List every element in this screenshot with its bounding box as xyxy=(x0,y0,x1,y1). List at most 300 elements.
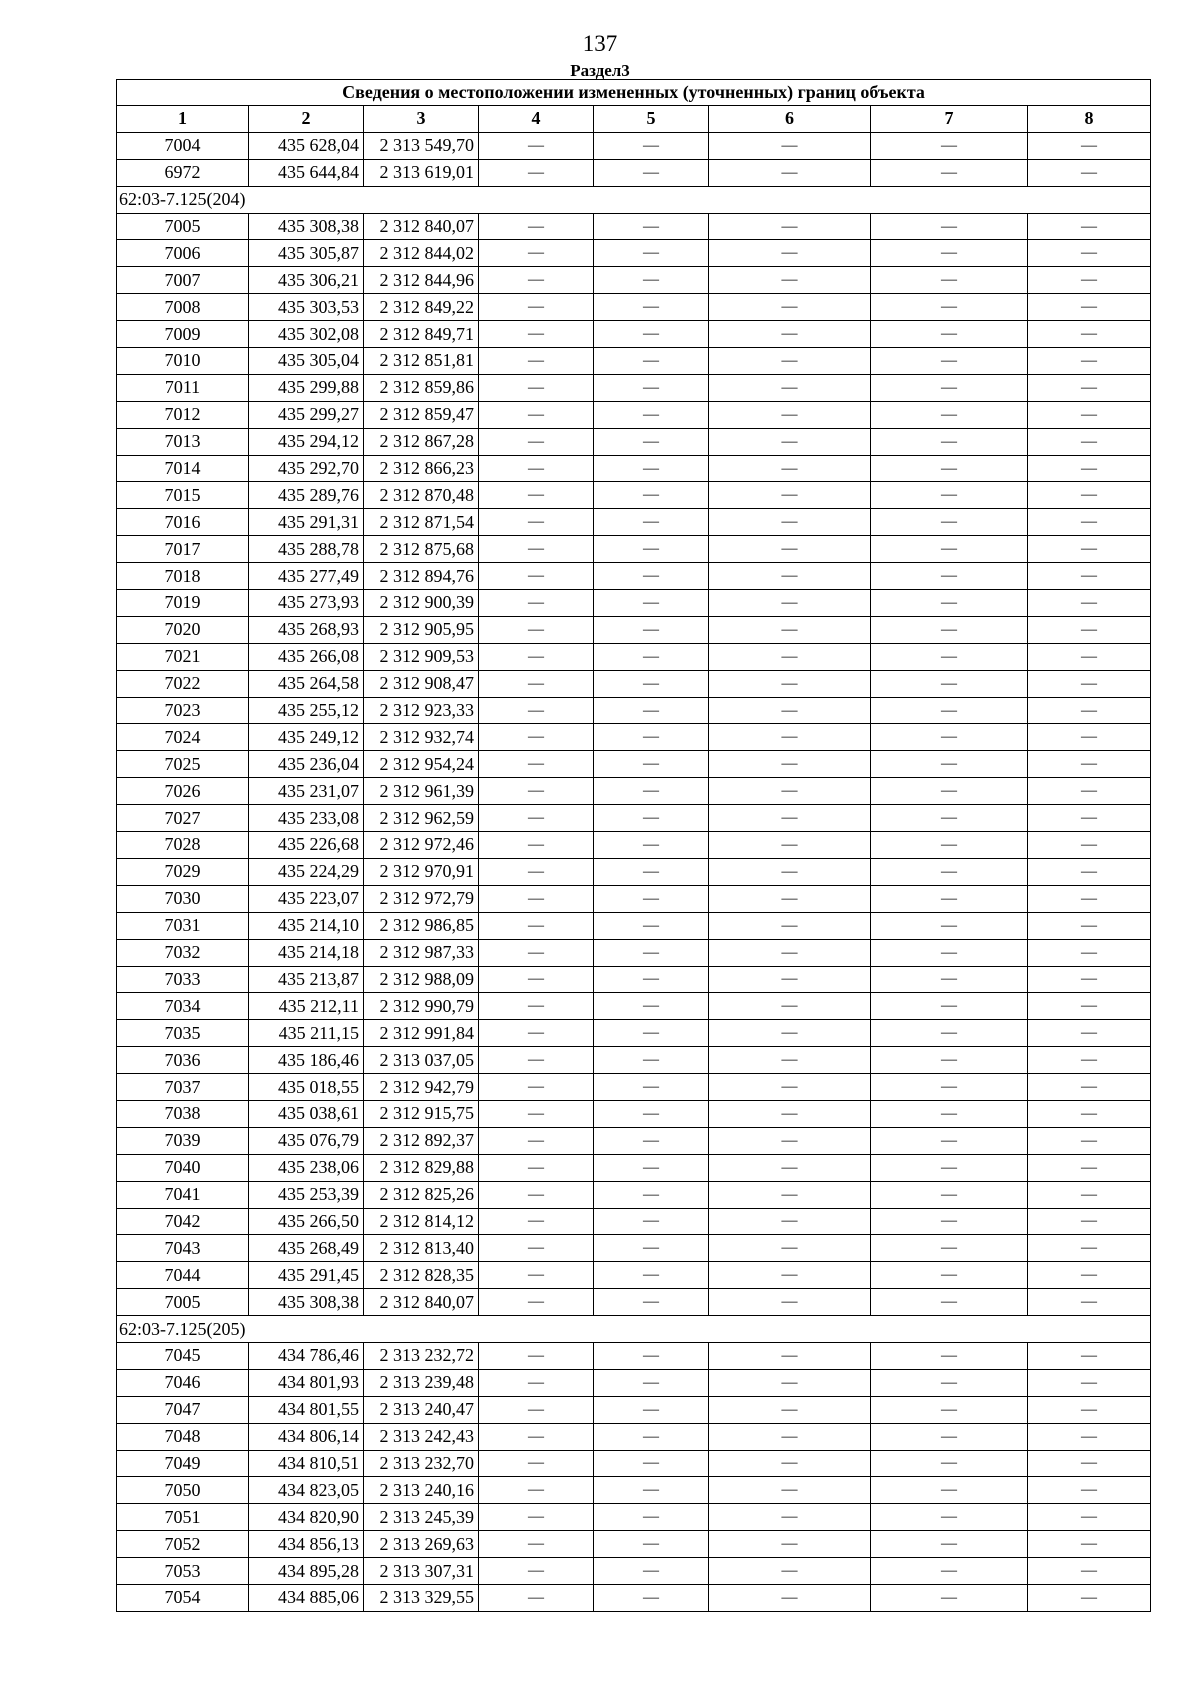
empty-cell: — xyxy=(871,778,1028,805)
point-number-cell: 7038 xyxy=(117,1100,249,1127)
empty-cell: — xyxy=(871,670,1028,697)
empty-cell: — xyxy=(871,1531,1028,1558)
x-coordinate-cell: 435 224,29 xyxy=(249,858,364,885)
empty-cell: — xyxy=(594,939,709,966)
empty-cell: — xyxy=(871,267,1028,294)
empty-cell: — xyxy=(1028,1584,1151,1611)
empty-cell: — xyxy=(871,885,1028,912)
y-coordinate-cell: 2 312 844,96 xyxy=(364,267,479,294)
empty-cell: — xyxy=(479,1584,594,1611)
x-coordinate-cell: 435 306,21 xyxy=(249,267,364,294)
x-coordinate-cell: 435 289,76 xyxy=(249,482,364,509)
table-row xyxy=(117,321,1151,348)
empty-cell: — xyxy=(594,240,709,267)
empty-cell: — xyxy=(871,1020,1028,1047)
empty-cell: — xyxy=(594,1208,709,1235)
x-coordinate-cell: 435 211,15 xyxy=(249,1020,364,1047)
empty-cell: — xyxy=(709,1450,871,1477)
empty-cell: — xyxy=(709,348,871,375)
empty-cell: — xyxy=(479,1020,594,1047)
table-row xyxy=(117,616,1151,643)
empty-cell: — xyxy=(871,159,1028,186)
empty-cell: — xyxy=(709,1584,871,1611)
empty-cell: — xyxy=(871,401,1028,428)
y-coordinate-cell: 2 312 892,37 xyxy=(364,1127,479,1154)
empty-cell: — xyxy=(479,132,594,159)
y-coordinate-cell: 2 312 990,79 xyxy=(364,993,479,1020)
y-coordinate-cell: 2 313 329,55 xyxy=(364,1584,479,1611)
empty-cell: — xyxy=(1028,590,1151,617)
y-coordinate-cell: 2 312 987,33 xyxy=(364,939,479,966)
table-row xyxy=(117,1423,1151,1450)
point-number-cell: 7021 xyxy=(117,643,249,670)
empty-cell: — xyxy=(709,1262,871,1289)
empty-cell: — xyxy=(871,321,1028,348)
table-body xyxy=(117,132,1151,1611)
empty-cell: — xyxy=(479,1450,594,1477)
empty-cell: — xyxy=(594,563,709,590)
empty-cell: — xyxy=(1028,321,1151,348)
empty-cell: — xyxy=(479,670,594,697)
empty-cell: — xyxy=(709,482,871,509)
empty-cell: — xyxy=(871,1450,1028,1477)
empty-cell: — xyxy=(1028,374,1151,401)
empty-cell: — xyxy=(709,724,871,751)
empty-cell: — xyxy=(479,724,594,751)
table-row xyxy=(117,1289,1151,1316)
x-coordinate-cell: 435 291,31 xyxy=(249,509,364,536)
point-number-cell: 7035 xyxy=(117,1020,249,1047)
table-row xyxy=(117,1477,1151,1504)
empty-cell: — xyxy=(709,993,871,1020)
table-caption: Сведения о местоположении измененных (уточненных) границ объекта xyxy=(117,80,1151,106)
x-coordinate-cell: 434 885,06 xyxy=(249,1584,364,1611)
y-coordinate-cell: 2 312 972,79 xyxy=(364,885,479,912)
empty-cell: — xyxy=(709,778,871,805)
x-coordinate-cell: 434 801,55 xyxy=(249,1396,364,1423)
empty-cell: — xyxy=(709,1047,871,1074)
y-coordinate-cell: 2 313 232,70 xyxy=(364,1450,479,1477)
empty-cell: — xyxy=(479,966,594,993)
point-number-cell: 7041 xyxy=(117,1181,249,1208)
y-coordinate-cell: 2 312 825,26 xyxy=(364,1181,479,1208)
point-number-cell: 7011 xyxy=(117,374,249,401)
table-row xyxy=(117,348,1151,375)
empty-cell: — xyxy=(709,509,871,536)
x-coordinate-cell: 434 823,05 xyxy=(249,1477,364,1504)
y-coordinate-cell: 2 313 240,16 xyxy=(364,1477,479,1504)
empty-cell: — xyxy=(479,1047,594,1074)
point-number-cell: 7027 xyxy=(117,805,249,832)
empty-cell: — xyxy=(871,1154,1028,1181)
empty-cell: — xyxy=(871,482,1028,509)
y-coordinate-cell: 2 312 954,24 xyxy=(364,751,479,778)
x-coordinate-cell: 435 644,84 xyxy=(249,159,364,186)
empty-cell: — xyxy=(479,348,594,375)
point-number-cell: 7052 xyxy=(117,1531,249,1558)
empty-cell: — xyxy=(709,455,871,482)
table-row xyxy=(117,858,1151,885)
point-number-cell: 7015 xyxy=(117,482,249,509)
empty-cell: — xyxy=(594,294,709,321)
x-coordinate-cell: 435 255,12 xyxy=(249,697,364,724)
y-coordinate-cell: 2 312 840,07 xyxy=(364,1289,479,1316)
x-coordinate-cell: 435 277,49 xyxy=(249,563,364,590)
empty-cell: — xyxy=(871,1369,1028,1396)
empty-cell: — xyxy=(1028,1020,1151,1047)
y-coordinate-cell: 2 313 240,47 xyxy=(364,1396,479,1423)
empty-cell: — xyxy=(1028,616,1151,643)
x-coordinate-cell: 435 266,50 xyxy=(249,1208,364,1235)
empty-cell: — xyxy=(479,1235,594,1262)
empty-cell: — xyxy=(479,778,594,805)
empty-cell: — xyxy=(594,1262,709,1289)
empty-cell: — xyxy=(1028,294,1151,321)
column-header: 7 xyxy=(871,106,1028,133)
table-row xyxy=(117,482,1151,509)
empty-cell: — xyxy=(479,159,594,186)
empty-cell: — xyxy=(594,213,709,240)
y-coordinate-cell: 2 312 961,39 xyxy=(364,778,479,805)
empty-cell: — xyxy=(594,643,709,670)
table-row xyxy=(117,1020,1151,1047)
point-number-cell: 7042 xyxy=(117,1208,249,1235)
point-number-cell: 7004 xyxy=(117,132,249,159)
empty-cell: — xyxy=(479,374,594,401)
point-number-cell: 7048 xyxy=(117,1423,249,1450)
point-number-cell: 7045 xyxy=(117,1342,249,1369)
x-coordinate-cell: 435 238,06 xyxy=(249,1154,364,1181)
empty-cell: — xyxy=(479,1100,594,1127)
x-coordinate-cell: 435 305,04 xyxy=(249,348,364,375)
empty-cell: — xyxy=(594,132,709,159)
empty-cell: — xyxy=(709,1100,871,1127)
empty-cell: — xyxy=(871,1396,1028,1423)
column-header: 5 xyxy=(594,106,709,133)
point-number-cell: 7009 xyxy=(117,321,249,348)
empty-cell: — xyxy=(479,643,594,670)
empty-cell: — xyxy=(1028,832,1151,859)
x-coordinate-cell: 435 299,27 xyxy=(249,401,364,428)
x-coordinate-cell: 435 273,93 xyxy=(249,590,364,617)
empty-cell: — xyxy=(709,428,871,455)
empty-cell: — xyxy=(479,885,594,912)
empty-cell: — xyxy=(479,1396,594,1423)
x-coordinate-cell: 434 786,46 xyxy=(249,1342,364,1369)
empty-cell: — xyxy=(1028,1127,1151,1154)
empty-cell: — xyxy=(871,751,1028,778)
empty-cell: — xyxy=(709,1154,871,1181)
x-coordinate-cell: 435 226,68 xyxy=(249,832,364,859)
empty-cell: — xyxy=(871,1342,1028,1369)
x-coordinate-cell: 435 212,11 xyxy=(249,993,364,1020)
empty-cell: — xyxy=(479,1262,594,1289)
empty-cell: — xyxy=(871,455,1028,482)
empty-cell: — xyxy=(709,536,871,563)
table-row xyxy=(117,132,1151,159)
empty-cell: — xyxy=(709,294,871,321)
empty-cell: — xyxy=(1028,966,1151,993)
table-row xyxy=(117,832,1151,859)
empty-cell: — xyxy=(871,1100,1028,1127)
y-coordinate-cell: 2 312 859,47 xyxy=(364,401,479,428)
empty-cell: — xyxy=(871,1047,1028,1074)
empty-cell: — xyxy=(871,348,1028,375)
y-coordinate-cell: 2 312 988,09 xyxy=(364,966,479,993)
empty-cell: — xyxy=(479,1531,594,1558)
point-number-cell: 7007 xyxy=(117,267,249,294)
empty-cell: — xyxy=(479,240,594,267)
y-coordinate-cell: 2 312 851,81 xyxy=(364,348,479,375)
table-row xyxy=(117,1531,1151,1558)
point-number-cell: 7005 xyxy=(117,213,249,240)
empty-cell: — xyxy=(709,213,871,240)
empty-cell: — xyxy=(594,1531,709,1558)
empty-cell: — xyxy=(1028,885,1151,912)
empty-cell: — xyxy=(1028,1235,1151,1262)
y-coordinate-cell: 2 313 242,43 xyxy=(364,1423,479,1450)
empty-cell: — xyxy=(871,1208,1028,1235)
empty-cell: — xyxy=(479,321,594,348)
y-coordinate-cell: 2 312 970,91 xyxy=(364,858,479,885)
empty-cell: — xyxy=(479,1342,594,1369)
y-coordinate-cell: 2 313 037,05 xyxy=(364,1047,479,1074)
empty-cell: — xyxy=(594,885,709,912)
table-row xyxy=(117,213,1151,240)
point-number-cell: 7046 xyxy=(117,1369,249,1396)
empty-cell: — xyxy=(1028,1531,1151,1558)
empty-cell: — xyxy=(1028,536,1151,563)
y-coordinate-cell: 2 312 900,39 xyxy=(364,590,479,617)
x-coordinate-cell: 434 820,90 xyxy=(249,1504,364,1531)
empty-cell: — xyxy=(594,1127,709,1154)
point-number-cell: 7043 xyxy=(117,1235,249,1262)
x-coordinate-cell: 435 231,07 xyxy=(249,778,364,805)
table-row xyxy=(117,1369,1151,1396)
empty-cell: — xyxy=(709,643,871,670)
point-number-cell: 7012 xyxy=(117,401,249,428)
table-row xyxy=(117,1235,1151,1262)
empty-cell: — xyxy=(594,1235,709,1262)
empty-cell: — xyxy=(871,563,1028,590)
empty-cell: — xyxy=(1028,563,1151,590)
empty-cell: — xyxy=(1028,1289,1151,1316)
table-row xyxy=(117,509,1151,536)
empty-cell: — xyxy=(709,805,871,832)
empty-cell: — xyxy=(479,536,594,563)
empty-cell: — xyxy=(594,1477,709,1504)
empty-cell: — xyxy=(479,401,594,428)
empty-cell: — xyxy=(1028,912,1151,939)
empty-cell: — xyxy=(1028,697,1151,724)
empty-cell: — xyxy=(594,159,709,186)
empty-cell: — xyxy=(479,482,594,509)
empty-cell: — xyxy=(479,1558,594,1585)
point-number-cell: 7010 xyxy=(117,348,249,375)
point-number-cell: 7049 xyxy=(117,1450,249,1477)
table-row xyxy=(117,240,1151,267)
point-number-cell: 7047 xyxy=(117,1396,249,1423)
table-row xyxy=(117,401,1151,428)
empty-cell: — xyxy=(709,321,871,348)
x-coordinate-cell: 435 628,04 xyxy=(249,132,364,159)
table-row xyxy=(117,966,1151,993)
table-row xyxy=(117,1047,1151,1074)
x-coordinate-cell: 435 213,87 xyxy=(249,966,364,993)
x-coordinate-cell: 435 264,58 xyxy=(249,670,364,697)
x-coordinate-cell: 435 266,08 xyxy=(249,643,364,670)
empty-cell: — xyxy=(709,1208,871,1235)
y-coordinate-cell: 2 312 814,12 xyxy=(364,1208,479,1235)
empty-cell: — xyxy=(1028,240,1151,267)
empty-cell: — xyxy=(871,590,1028,617)
empty-cell: — xyxy=(479,1289,594,1316)
x-coordinate-cell: 435 308,38 xyxy=(249,213,364,240)
x-coordinate-cell: 435 038,61 xyxy=(249,1100,364,1127)
empty-cell: — xyxy=(479,1154,594,1181)
table-row xyxy=(117,563,1151,590)
empty-cell: — xyxy=(709,1558,871,1585)
empty-cell: — xyxy=(1028,1369,1151,1396)
table-row xyxy=(117,805,1151,832)
empty-cell: — xyxy=(871,509,1028,536)
empty-cell: — xyxy=(594,966,709,993)
table-row xyxy=(117,643,1151,670)
empty-cell: — xyxy=(871,616,1028,643)
y-coordinate-cell: 2 312 875,68 xyxy=(364,536,479,563)
empty-cell: — xyxy=(1028,1100,1151,1127)
y-coordinate-cell: 2 312 813,40 xyxy=(364,1235,479,1262)
y-coordinate-cell: 2 313 307,31 xyxy=(364,1558,479,1585)
empty-cell: — xyxy=(709,1342,871,1369)
table-row xyxy=(117,590,1151,617)
empty-cell: — xyxy=(1028,482,1151,509)
empty-cell: — xyxy=(709,966,871,993)
empty-cell: — xyxy=(1028,724,1151,751)
empty-cell: — xyxy=(479,832,594,859)
x-coordinate-cell: 435 233,08 xyxy=(249,805,364,832)
empty-cell: — xyxy=(709,939,871,966)
empty-cell: — xyxy=(1028,1504,1151,1531)
empty-cell: — xyxy=(594,401,709,428)
empty-cell: — xyxy=(709,1369,871,1396)
table-row xyxy=(117,912,1151,939)
table-row xyxy=(117,1450,1151,1477)
x-coordinate-cell: 435 076,79 xyxy=(249,1127,364,1154)
empty-cell: — xyxy=(1028,805,1151,832)
point-number-cell: 7033 xyxy=(117,966,249,993)
empty-cell: — xyxy=(871,1235,1028,1262)
x-coordinate-cell: 434 810,51 xyxy=(249,1450,364,1477)
table-row xyxy=(117,1127,1151,1154)
empty-cell: — xyxy=(1028,267,1151,294)
empty-cell: — xyxy=(594,590,709,617)
empty-cell: — xyxy=(1028,1342,1151,1369)
y-coordinate-cell: 2 312 986,85 xyxy=(364,912,479,939)
empty-cell: — xyxy=(709,1289,871,1316)
column-header: 3 xyxy=(364,106,479,133)
empty-cell: — xyxy=(594,536,709,563)
point-number-cell: 7023 xyxy=(117,697,249,724)
y-coordinate-cell: 2 312 828,35 xyxy=(364,1262,479,1289)
empty-cell: — xyxy=(594,374,709,401)
empty-cell: — xyxy=(709,159,871,186)
y-coordinate-cell: 2 312 894,76 xyxy=(364,563,479,590)
empty-cell: — xyxy=(871,1558,1028,1585)
x-coordinate-cell: 435 302,08 xyxy=(249,321,364,348)
table-row xyxy=(117,374,1151,401)
point-number-cell: 7028 xyxy=(117,832,249,859)
x-coordinate-cell: 435 291,45 xyxy=(249,1262,364,1289)
empty-cell: — xyxy=(871,1289,1028,1316)
empty-cell: — xyxy=(709,1020,871,1047)
empty-cell: — xyxy=(479,616,594,643)
empty-cell: — xyxy=(479,993,594,1020)
x-coordinate-cell: 435 223,07 xyxy=(249,885,364,912)
empty-cell: — xyxy=(479,509,594,536)
section-title: Раздел3 xyxy=(570,61,630,80)
empty-cell: — xyxy=(479,1181,594,1208)
y-coordinate-cell: 2 312 942,79 xyxy=(364,1074,479,1101)
empty-cell: — xyxy=(709,1074,871,1101)
table-row xyxy=(117,670,1151,697)
y-coordinate-cell: 2 312 908,47 xyxy=(364,670,479,697)
empty-cell: — xyxy=(594,1369,709,1396)
empty-cell: — xyxy=(479,1369,594,1396)
x-coordinate-cell: 435 292,70 xyxy=(249,455,364,482)
point-number-cell: 7025 xyxy=(117,751,249,778)
y-coordinate-cell: 2 312 932,74 xyxy=(364,724,479,751)
point-number-cell: 7054 xyxy=(117,1584,249,1611)
empty-cell: — xyxy=(871,939,1028,966)
empty-cell: — xyxy=(1028,643,1151,670)
y-coordinate-cell: 2 313 619,01 xyxy=(364,159,479,186)
empty-cell: — xyxy=(1028,401,1151,428)
column-header: 6 xyxy=(709,106,871,133)
x-coordinate-cell: 435 294,12 xyxy=(249,428,364,455)
table-row xyxy=(117,1181,1151,1208)
empty-cell: — xyxy=(1028,939,1151,966)
empty-cell: — xyxy=(871,132,1028,159)
empty-cell: — xyxy=(594,1450,709,1477)
point-number-cell: 7040 xyxy=(117,1154,249,1181)
empty-cell: — xyxy=(594,697,709,724)
empty-cell: — xyxy=(479,912,594,939)
x-coordinate-cell: 435 308,38 xyxy=(249,1289,364,1316)
empty-cell: — xyxy=(594,455,709,482)
y-coordinate-cell: 2 312 909,53 xyxy=(364,643,479,670)
table-row xyxy=(117,993,1151,1020)
empty-cell: — xyxy=(594,1558,709,1585)
empty-cell: — xyxy=(871,697,1028,724)
empty-cell: — xyxy=(594,1020,709,1047)
empty-cell: — xyxy=(594,509,709,536)
empty-cell: — xyxy=(871,1423,1028,1450)
empty-cell: — xyxy=(594,321,709,348)
column-header: 4 xyxy=(479,106,594,133)
point-number-cell: 7050 xyxy=(117,1477,249,1504)
empty-cell: — xyxy=(709,401,871,428)
empty-cell: — xyxy=(1028,428,1151,455)
point-number-cell: 7020 xyxy=(117,616,249,643)
empty-cell: — xyxy=(594,1423,709,1450)
empty-cell: — xyxy=(594,1504,709,1531)
empty-cell: — xyxy=(709,1504,871,1531)
x-coordinate-cell: 434 895,28 xyxy=(249,1558,364,1585)
empty-cell: — xyxy=(871,1181,1028,1208)
point-number-cell: 7008 xyxy=(117,294,249,321)
y-coordinate-cell: 2 313 549,70 xyxy=(364,132,479,159)
